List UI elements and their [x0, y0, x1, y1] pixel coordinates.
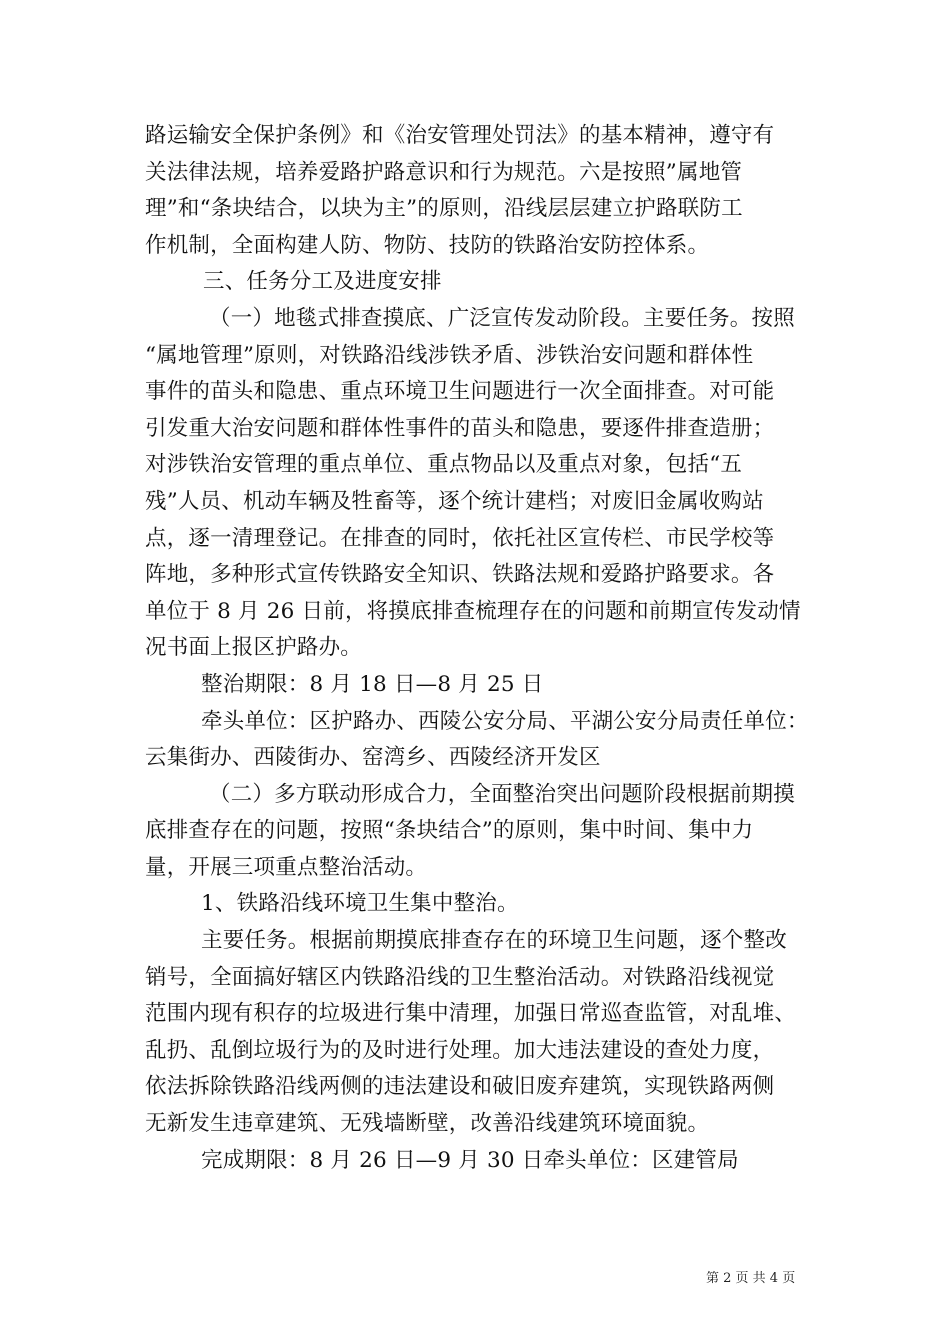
text-line: 牵头单位：区护路办、西陵公安分局、平湖公安分局责任单位： [201, 708, 809, 734]
text-line: 点，逐一清理登记。在排查的同时，依托社区宣传栏、市民学校等 [145, 525, 775, 551]
text-line: 作机制，全面构建人防、物防、技防的铁路治安防控体系。 [145, 232, 710, 258]
text-line: 况书面上报区护路办。 [145, 635, 363, 661]
page-number: 第 2 页 共 4 页 [706, 1271, 796, 1286]
text-line: 残”人员、机动车辆及牲畜等，逐个统计建档；对废旧金属收购站 [145, 488, 764, 514]
text-line: 乱扔、乱倒垃圾行为的及时进行处理。加大违法建设的查处力度， [145, 1037, 775, 1063]
text-line: 依法拆除铁路沿线两侧的违法建设和破旧废弃建筑，实现铁路两侧 [145, 1074, 775, 1100]
text-line: （一）地毯式排查摸底、广泛宣传发动阶段。主要任务。按照 [209, 305, 795, 331]
text-line: 云集街办、西陵街办、窑湾乡、西陵经济开发区 [145, 745, 601, 771]
text-line: 关法律法规，培养爱路护路意识和行为规范。六是按照”属地管 [145, 159, 743, 185]
text-line: 阵地，多种形式宣传铁路安全知识、铁路法规和爱路护路要求。各 [145, 562, 775, 588]
text-line: 无新发生违章建筑、无残墙断壁，改善沿线建筑环境面貌。 [145, 1111, 710, 1137]
document-body [145, 118, 825, 1179]
text-line: 整治期限：8 月 18 日—8 月 25 日 [201, 671, 544, 697]
text-line: 1、铁路沿线环境卫生集中整治。 [201, 891, 519, 917]
text-line: 路运输安全保护条例》和《治安管理处罚法》的基本精神，遵守有 [145, 123, 775, 148]
text-line: 底排查存在的问题，按照“条块结合”的原则，集中时间、集中力 [145, 818, 754, 844]
text-line: 引发重大治安问题和群体性事件的苗头和隐患，要逐件排查造册； [145, 415, 775, 441]
section-heading: 三、任务分工及进度安排 [203, 269, 442, 295]
text-line: （二）多方联动形成合力，全面整治突出问题阶段根据前期摸 [209, 781, 795, 807]
text-line: 范围内现有积存的垃圾进行集中清理，加强日常巡查监管，对乱堆、 [145, 1001, 797, 1027]
text-line: 量，开展三项重点整治活动。 [145, 854, 428, 880]
text-line: 单位于 8 月 26 日前，将摸底排查梳理存在的问题和前期宣传发动情 [145, 598, 801, 624]
text-line: 完成期限：8 月 26 日—9 月 30 日牵头单位：区建管局 [201, 1147, 739, 1173]
text-line: 主要任务。根据前期摸底排查存在的环境卫生问题，逐个整改 [201, 928, 787, 954]
text-line: 理”和“条块结合，以块为主”的原则，沿线层层建立护路联防工 [145, 196, 743, 222]
text-line: 销号，全面搞好辖区内铁路沿线的卫生整治活动。对铁路沿线视觉 [145, 964, 775, 990]
text-line: “属地管理”原则，对铁路沿线涉铁矛盾、涉铁治安问题和群体性 [145, 342, 754, 368]
text-line: 对涉铁治安管理的重点单位、重点物品以及重点对象，包括“五 [145, 452, 743, 478]
text-line: 事件的苗头和隐患、重点环境卫生问题进行一次全面排查。对可能 [145, 379, 775, 405]
